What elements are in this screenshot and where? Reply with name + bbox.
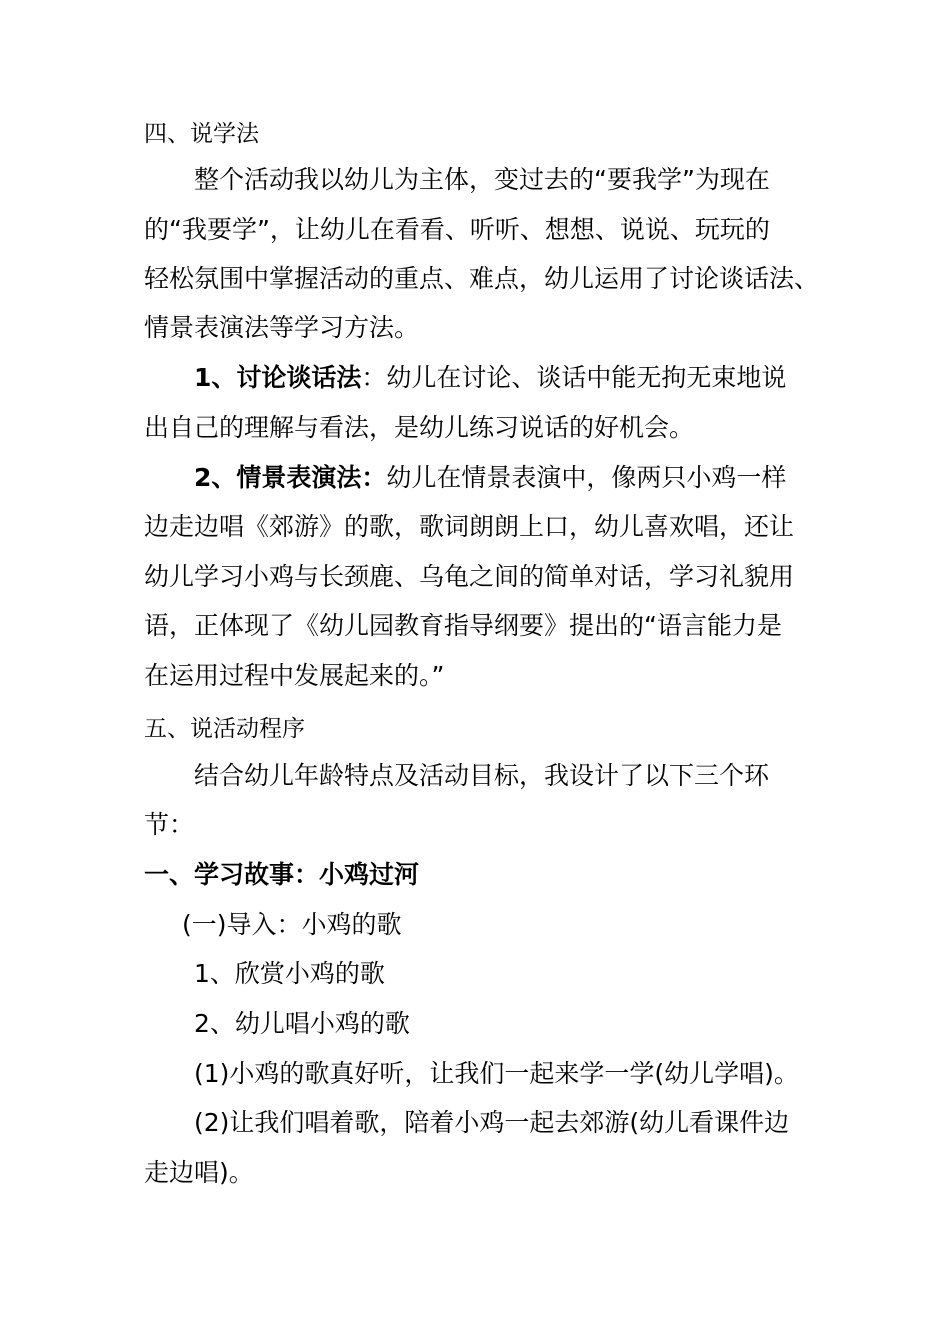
paragraph-line: 出自己的理解与看法，是幼儿练习说话的好机会。 [144,413,695,442]
list-item: (1)小鸡的歌真好听，让我们一起来学一学(幼儿学唱)。 [194,1059,799,1088]
method-paragraph-line [194,465,786,490]
paragraph-line: 边走边唱《郊游》的歌，歌词朗朗上口，幼儿喜欢唱，还让 [144,512,795,541]
list-item: (2)让我们唱着歌，陪着小鸡一起去郊游(幼儿看课件边 [194,1108,790,1137]
paragraph-line: 结合幼儿年龄特点及活动目标，我设计了以下三个环 [194,761,770,790]
method-paragraph-line [194,365,786,390]
paragraph-line: 整个活动我以幼儿为主体，变过去的“要我学”为现在 [194,165,770,194]
step-item: 1、欣赏小鸡的歌 [194,959,385,988]
section-heading: 四、说学法 [144,121,259,147]
paragraph-line: 节： [144,810,195,839]
paragraph-line: 语，正体现了《幼儿园教育指导纲要》提出的“语言能力是 [144,611,782,640]
paragraph-line: 走边唱)。 [144,1158,254,1187]
paragraph-line: 轻松氛围中掌握活动的重点、难点，幼儿运用了讨论谈话法、 [144,264,820,293]
paragraph-line: 在运用过程中发展起来的。” [144,661,445,690]
method-label: 2、情景表演法： [194,463,387,492]
paragraph-line: 的“我要学”，让幼儿在看看、听听、想想、说说、玩玩的 [144,215,770,244]
paragraph-line: 情景表演法等学习方法。 [144,313,420,342]
step-item: 2、幼儿唱小鸡的歌 [194,1009,410,1038]
subsection-heading: (一)导入：小鸡的歌 [182,910,402,939]
method-text: 幼儿在情景表演中，像两只小鸡一样 [386,463,787,492]
part-title: 一、学习故事：小鸡过河 [144,860,420,889]
paragraph-line: 幼儿学习小鸡与长颈鹿、乌龟之间的简单对话，学习礼貌用 [144,562,795,591]
method-text: ：幼儿在讨论、谈话中能无拘无束地说 [361,363,787,392]
section-heading: 五、说活动程序 [144,716,305,742]
method-label: 1、讨论谈话法 [194,363,362,392]
